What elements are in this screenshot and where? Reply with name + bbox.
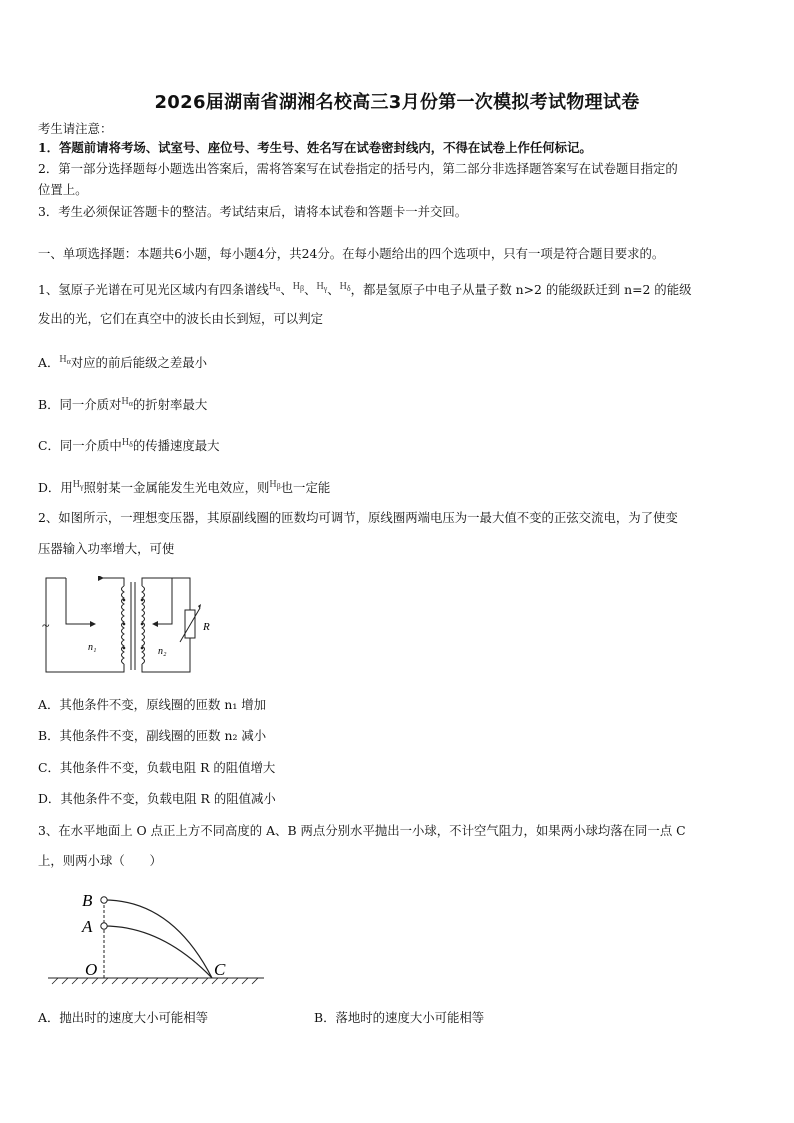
n1-label: n₁	[88, 642, 97, 653]
h-alpha-symbol: Hα	[268, 281, 281, 293]
q1-stem-line2: 发出的光，它们在真空中的波长由长到短，可以判定	[38, 311, 323, 326]
paper-title: 2026届湖南省湖湘名校高三3月份第一次模拟考试物理试卷	[154, 92, 640, 113]
q1-option-a: A．$^{H_\alpha}$对应的前后能级之差最小	[38, 354, 208, 370]
q3-stem-line1: 3、在水平地面上 O 点正上方不同高度的 A、B 两点分别水平抛出一小球，不计空气阻力，如果两小球均落在同一点 C	[38, 823, 686, 838]
notice-item-3: 3．考生必须保证答题卡的整洁。考试结束后，请将本试卷和答题卡一并交回。	[38, 204, 468, 219]
section-heading: 一、单项选择题：本题共6小题，每小题4分，共24分。在每小题给出的四个选项中，只有一项是符合题目要求的。	[38, 246, 665, 261]
q2-option-d: D．其他条件不变，负载电阻 R 的阻值减小	[38, 791, 276, 806]
h-gamma-symbol: Hγ	[316, 281, 328, 293]
projectile-diagram	[42, 882, 267, 998]
q2-stem-line2: 压器输入功率增大，可使	[38, 541, 175, 556]
label-o: O	[85, 960, 98, 979]
q3-stem-line2: 上，则两小球（ ）	[38, 853, 162, 868]
label-c: C	[214, 960, 226, 979]
q1-option-b: B．同一介质对$^{H_\alpha}$的折射率最大	[38, 396, 208, 412]
ac-source-symbol: ~	[42, 619, 50, 634]
notice-item-1: 1．答题前请将考场、试室号、座位号、考生号、姓名写在试卷密封线内，不得在试卷上作任何标记。	[38, 140, 592, 155]
ground-hatching	[52, 978, 258, 984]
h-alpha-symbol: Hα	[59, 354, 71, 366]
r-label: R	[203, 621, 210, 633]
label-a: A	[82, 917, 93, 936]
ball-a	[101, 923, 107, 929]
notice-heading: 考生请注意：	[38, 121, 113, 136]
n2-label: n₂	[158, 646, 167, 657]
h-alpha-symbol: Hα	[121, 396, 133, 408]
q1-stem-pre: 1、氢原子光谱在可见光区域内有四条谱线	[38, 282, 269, 297]
trajectory-b	[104, 900, 212, 978]
q2-option-a: A．其他条件不变，原线圈的匝数 n₁ 增加	[38, 697, 267, 712]
q3-option-a: A．抛出时的速度大小可能相等	[38, 1010, 209, 1025]
q2-option-c: C．其他条件不变，负载电阻 R 的阻值增大	[38, 760, 276, 775]
resistor-icon	[185, 610, 195, 638]
q1-option-d: D．用$^{H_\gamma}$照射某一金属能发生光电效应，则$^{H_\beta}$也一定能	[38, 479, 331, 495]
h-delta-symbol: Hδ	[121, 437, 133, 449]
q1-stem-line1: 1、氢原子光谱在可见光区域内有四条谱线$^{H_\alpha}$、$^{H_\beta}$、$^{H_\gamma}$、$^{H_\delta}$，都是氢原子中电子从量子数 n>2 的能级跃迁到 n=2 的能级	[38, 281, 692, 297]
ball-b	[101, 897, 107, 903]
h-gamma-symbol: Hγ	[72, 479, 84, 491]
q1-option-c: C．同一介质中$^{H_\delta}$的传播速度最大	[38, 437, 220, 453]
q2-option-b: B．其他条件不变，副线圈的匝数 n₂ 减小	[38, 728, 267, 743]
notice-item-2-cont: 位置上。	[38, 182, 88, 197]
h-beta-symbol: Hβ	[269, 479, 281, 491]
transformer-diagram	[40, 576, 230, 676]
q1-stem-post: ，都是氢原子中电子从量子数 n>2 的能级跃迁到 n=2 的能级	[350, 282, 692, 297]
label-b: B	[82, 891, 93, 910]
q2-stem-line1: 2、如图所示，一理想变压器，其原副线圈的匝数均可调节，原线圈两端电压为一最大值不变的正弦交流电，为了使变	[38, 510, 678, 525]
notice-item-2: 2．第一部分选择题每小题选出答案后，需将答案写在试卷指定的括号内，第二部分非选择题答案写在试卷题目指定的	[38, 161, 678, 176]
h-beta-symbol: Hβ	[292, 281, 305, 293]
q3-option-b: B．落地时的速度大小可能相等	[314, 1010, 485, 1025]
h-delta-symbol: Hδ	[339, 281, 351, 293]
